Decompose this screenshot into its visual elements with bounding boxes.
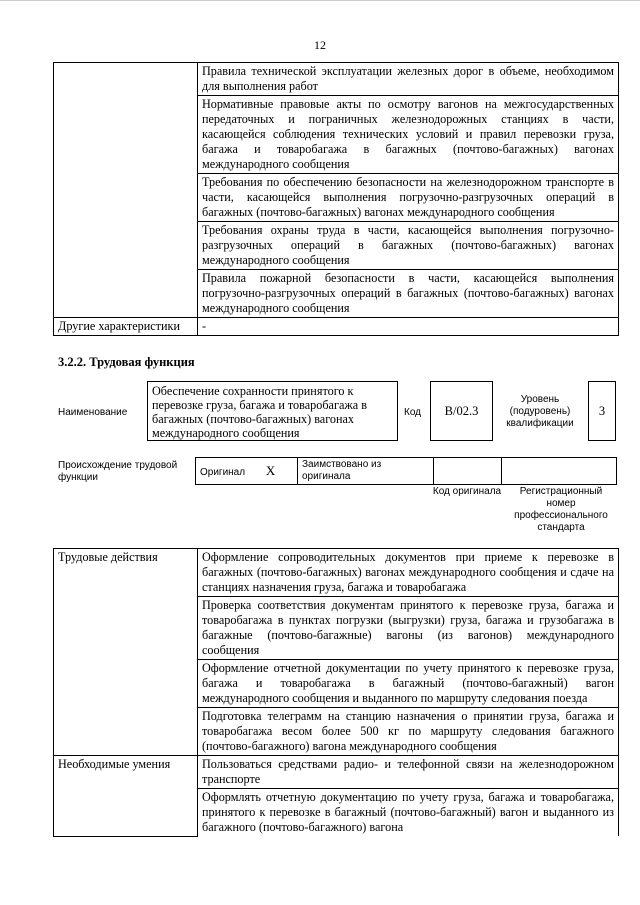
origin-table [195,457,617,485]
skills-label: Необходимые умения [54,756,198,837]
original-cell [196,458,298,485]
table-cell: Требования охраны труда в части, касающейся выполнения погрузочно-разгрузочных операций в багажных (почтово-багажных) вагонах международного сообщения [198,222,619,270]
origin-reg-cell [502,458,617,485]
origin-code-cell [434,458,502,485]
other-characteristics-value: - [198,318,619,336]
qualification-level-box [588,381,616,441]
table-cell: Требования по обеспечению безопасности на железнодорожном транспорте в части, касающейся выполнения погрузочно-разгрузочных операций в багажных (почтово-багажных) вагонах международного сообщения [198,174,619,222]
borrowed-cell: Заимствовано из оригинала [298,458,434,485]
table-cell: Нормативные правовые акты по осмотру вагонов на межгосударственных передаточных и пограничных железнодорожных станциях в части, касающейся соблюдения технических условий и правил перевозки груза, багажа и товаробагажа в багажных (почтово-багажных) вагонах международного сообщения [198,96,619,174]
code-label: Код [404,407,422,418]
page-number: 12 [314,38,326,52]
table-cell: Проверка соответствия документам принятого к перевозке груза, багажа и товаробагажа в пунктах погрузки (выгрузки) груза, багажа и грузобагажа в багажные (почтово-багажные) вагоны (из вагонов) международного сообщения [198,597,619,660]
table-cell: Пользоваться средствами радио- и телефонной связи на железнодорожном транспорте [198,756,619,789]
table-cell: Оформление отчетной документации по учету принятого к перевозке груза, багажа и товаробагажа в багажный (почтово-багажный) вагон международного сообщения и выданного по маршруту следования поезда [198,660,619,708]
table-cell: Оформлять отчетную документацию по учету груза, багажа и товаробагажа, принятого к перевозке в багажный (почтово-багажный) вагон и выданного из багажного (почтово-багажного) вагона [198,789,619,837]
labor-actions-label: Трудовые действия [54,549,198,756]
other-characteristics-label: Другие характеристики [54,318,198,336]
qualification-level: 3 [598,404,606,418]
code-note: Код оригинала [432,486,502,497]
section-heading: 3.2.2. Трудовая функция [58,355,195,369]
function-code: B/02.3 [444,404,479,418]
reg-number-note: Регистрационный номер профессионального стандарта [514,486,608,533]
table-cell: Оформление сопроводительных документов при приеме к перевозке в багажных (почтово-багажных) вагонах международного сообщения и сдаче на станциях назначения груза, багажа и товаробагажа [198,549,619,597]
table-cell: Правила пожарной безопасности в части, касающейся выполнения погрузочно-разгрузочных операций в багажных (почтово-багажных) вагонах международного сообщения [198,270,619,318]
scan-edge-top [0,0,640,1]
original-mark: X [265,462,276,478]
function-name: Обеспечение сохранности принятого к перевозке груза, багажа и товаробагажа в багажных (почтово-багажных) вагонах международного сообщения [152,384,367,440]
original-label: Оригинал [200,466,246,478]
qualification-level-label: Уровень (подуровень) квалификации [506,394,574,429]
table-row [54,318,619,336]
table-row [54,756,619,789]
name-label: Наименование [58,407,128,418]
function-code-box [430,381,493,441]
top-table [53,62,619,336]
empty-label-cell [54,63,198,318]
table-row [54,549,619,597]
table-row [54,63,619,96]
table-row [196,458,617,485]
table-cell: Подготовка телеграмм на станцию назначения о принятии груза, багажа и товаробагажа весом более 500 кг по маршруту следования багажного (почтово-багажного) вагона международного сообщения [198,708,619,756]
main-table [53,548,619,837]
table-cell: Правила технической эксплуатации железных дорог в объеме, необходимом для выполнения работ [198,63,619,96]
origin-label: Происхождение трудовой функции [58,460,178,483]
function-name-box [147,381,398,441]
